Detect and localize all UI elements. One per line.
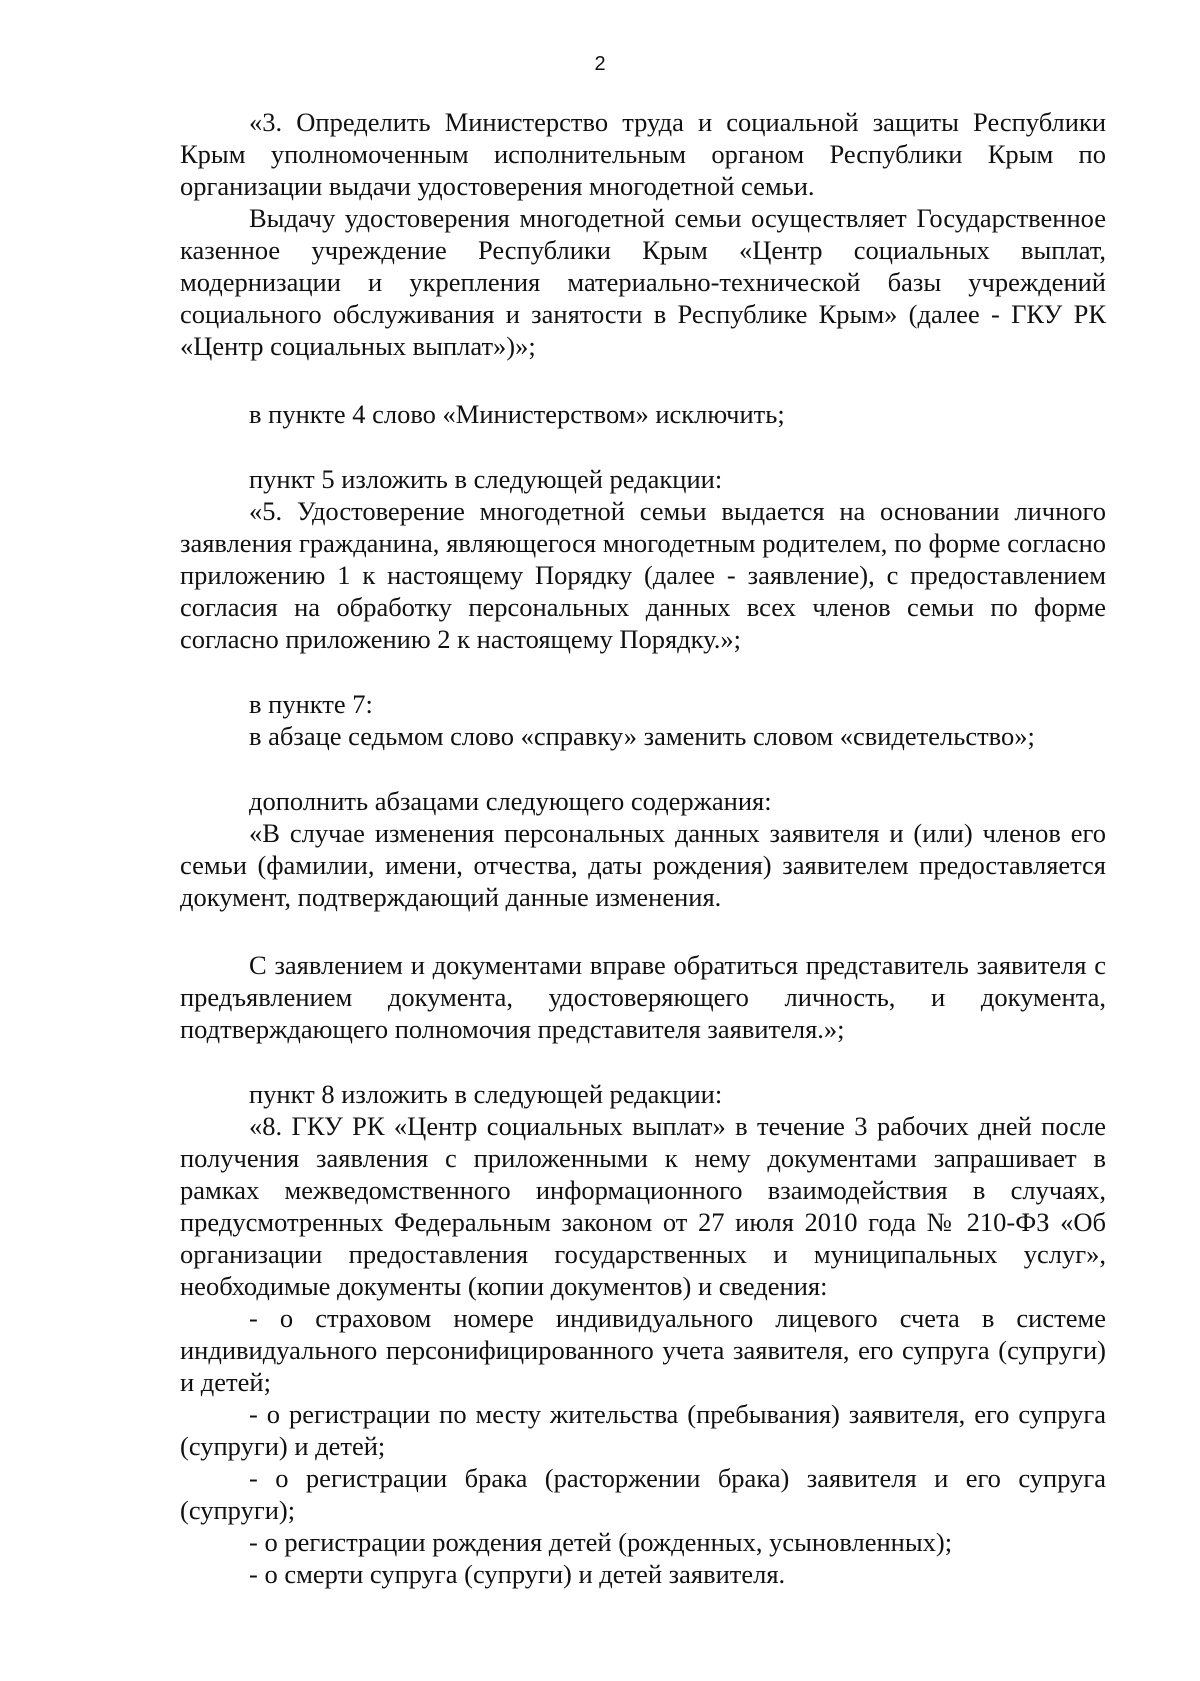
paragraph-item-7-replacement: в абзаце седьмом слово «справку» заменить словом «свидетельство»; <box>249 721 1035 751</box>
paragraph-item-3-definition: «3. Определить Министерство труда и социальной защиты Республики Крым уполномоченным исполнительным органом Республики Крым по организации выдачи удостоверения многодетной семьи. <box>180 107 1106 201</box>
list-item-residence-registration: - о регистрации по месту жительства (пребывания) заявителя, его супруга (супруги) и детей; <box>180 1399 1106 1461</box>
page-number: 2 <box>594 53 606 75</box>
list-item-insurance-number: - о страховом номере индивидуального лицевого счета в системе индивидуального персонифицированного учета заявителя, его супруга (супруги) и детей; <box>180 1303 1106 1397</box>
paragraph-item-5-intro: пункт 5 изложить в следующей редакции: <box>249 464 723 494</box>
list-item-death-record: - о смерти супруга (супруги) и детей заявителя. <box>249 1559 786 1589</box>
paragraph-item-8-intro: пункт 8 изложить в следующей редакции: <box>249 1079 723 1109</box>
paragraph-item-4-amendment: в пункте 4 слово «Министерством» исключить; <box>249 399 785 429</box>
paragraph-representative: С заявлением и документами вправе обратиться представитель заявителя с предъявлением документа, удостоверяющего личность, и документа, подтверждающего полномочия представителя заявителя.»; <box>180 950 1106 1044</box>
paragraph-personal-data-change: «В случае изменения персональных данных заявителя и (или) членов его семьи (фамилии, имени, отчества, даты рождения) заявителем предоставляется документ, подтверждающий данные изменения. <box>180 818 1106 912</box>
paragraph-addition-intro: дополнить абзацами следующего содержания: <box>249 786 772 816</box>
paragraph-item-5-text: «5. Удостоверение многодетной семьи выдается на основании личного заявления гражданина, являющегося многодетным родителем, по форме согласно приложению 1 к настоящему Порядку (далее - заявление), с предоставлением согласия на обработку персональных данных всех членов семьи по форме согласно приложению 2 к настоящему Порядку.»; <box>180 496 1106 654</box>
document-body <box>180 106 1106 1590</box>
paragraph-item-7-intro: в пункте 7: <box>249 689 373 719</box>
paragraph-issuance-authority: Выдачу удостоверения многодетной семьи осуществляет Государственное казенное учреждение Республики Крым «Центр социальных выплат, модернизации и укрепления материально-технической базы учреждений социального обслуживания и занятости в Республике Крым» (далее - ГКУ РК «Центр социальных выплат»)»; <box>180 203 1106 361</box>
list-item-marriage-registration: - о регистрации брака (расторжении брака) заявителя и его супруга (супруги); <box>180 1463 1106 1525</box>
paragraph-item-8-text: «8. ГКУ РК «Центр социальных выплат» в течение 3 рабочих дней после получения заявления с приложенными к нему документами запрашивает в рамках межведомственного информационного взаимодействия в случаях, предусмотренных Федеральным законом от 27 июля 2010 года № 210-ФЗ «Об организации предоставления государственных и муниципальных услуг», необходимые документы (копии документов) и сведения: <box>180 1111 1106 1301</box>
list-item-birth-registration: - о регистрации рождения детей (рожденных, усыновленных); <box>249 1527 953 1557</box>
